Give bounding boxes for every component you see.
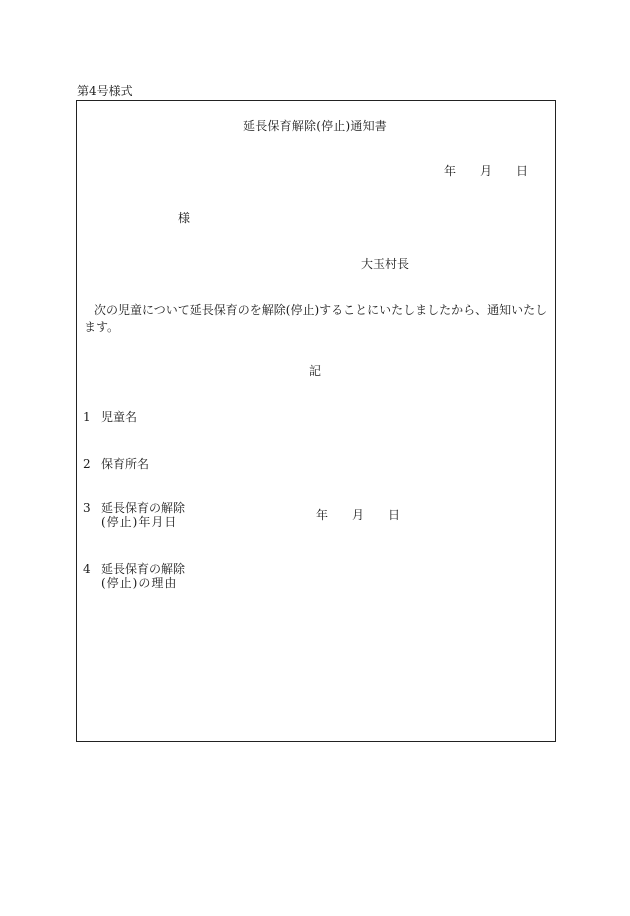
item-label-cancel-date-line1: 延長保育の解除 [101, 501, 186, 515]
item-label-reason-line2: (停止)の理由 [101, 576, 178, 590]
sender-name: 大玉村長 [361, 257, 410, 271]
date-day-label: 日 [516, 164, 529, 178]
form-number-label: 第4号様式 [77, 84, 133, 98]
item3-day-label: 日 [388, 508, 401, 522]
item-label-nursery-name: 保育所名 [101, 457, 150, 471]
item-label-child-name: 児童名 [101, 410, 138, 424]
item-number: 3 [83, 501, 91, 515]
item3-year-label: 年 [316, 508, 329, 522]
item-number: 1 [83, 410, 91, 424]
date-month-label: 月 [480, 164, 493, 178]
item3-month-label: 月 [352, 508, 365, 522]
item-label-reason-line1: 延長保育の解除 [101, 562, 186, 576]
item-label-cancel-date-line2: (停止)年月日 [101, 515, 178, 529]
form-frame [76, 100, 556, 742]
recipient-honorific: 様 [178, 211, 191, 225]
notice-body-text: 次の児童について延長保育のを解除(停止)することにいたしましたから、通知いたします。 [84, 303, 548, 334]
date-year-label: 年 [444, 164, 457, 178]
document-title: 延長保育解除(停止)通知書 [243, 119, 387, 133]
item-number: 2 [83, 457, 91, 471]
ki-heading: 記 [308, 364, 321, 378]
item-number: 4 [83, 562, 91, 576]
